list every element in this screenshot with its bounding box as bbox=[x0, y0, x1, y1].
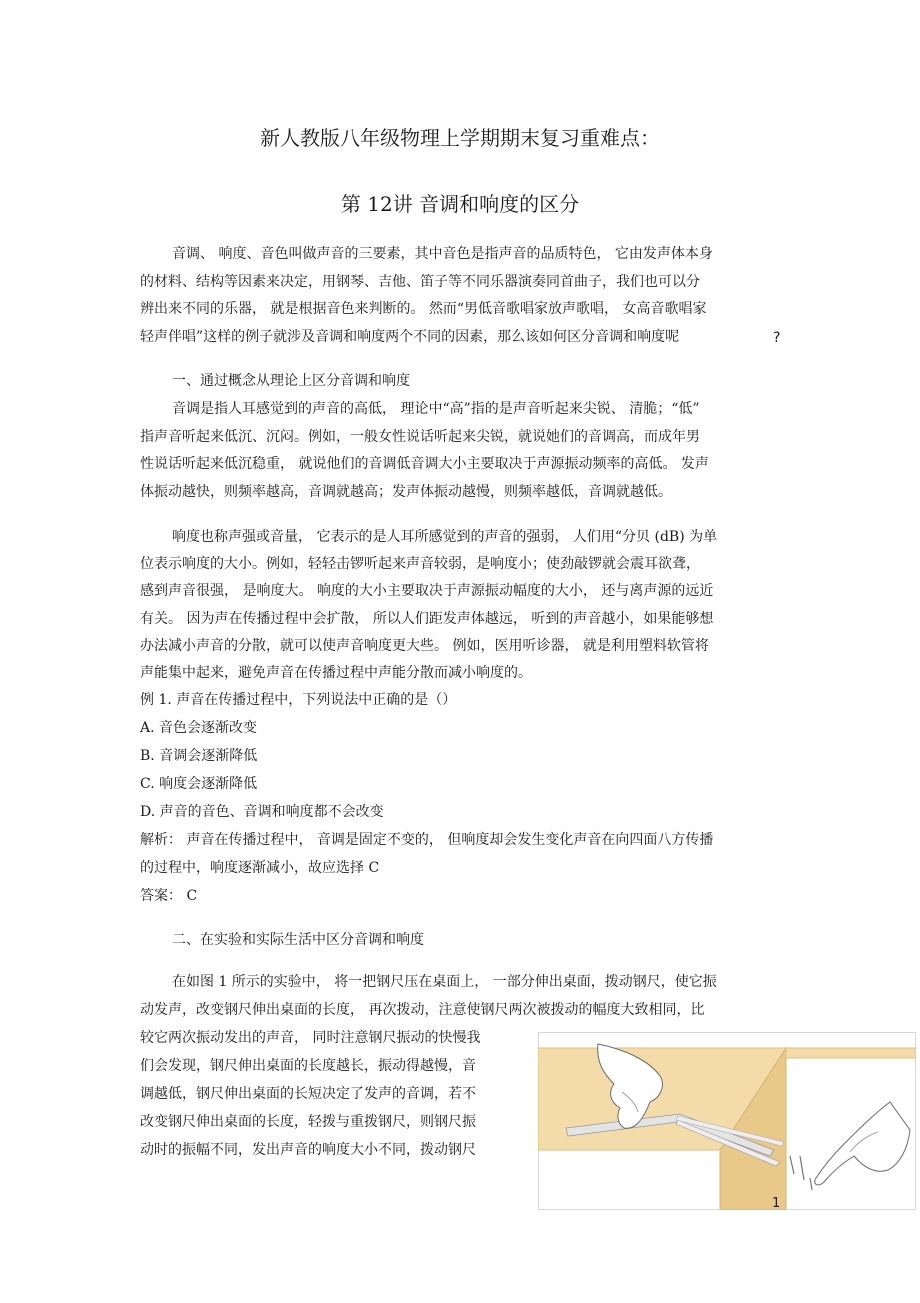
section-heading: 一、通过概念从理论上区分音调和响度 bbox=[172, 373, 410, 389]
paragraph-line: 在如图 1 所示的实验中， 将一把钢尺压在桌面上， 一部分伸出桌面，拨动钢尺，使它振 bbox=[172, 974, 717, 990]
paragraph-line: 调越低，钢尺伸出桌面的长短决定了发声的音调，若不 bbox=[140, 1086, 476, 1102]
paragraph-line: 声能集中起来，避免声音在传播过程中声能分散而减小响度的。 bbox=[140, 665, 532, 681]
paragraph-line: 们会发现，钢尺伸出桌面的长度越长，振动得越慢，音 bbox=[140, 1058, 476, 1074]
paragraph-line: 动时的振幅不同，发出声音的响度大小不同，拨动钢尺 bbox=[140, 1142, 476, 1158]
paragraph-line: 指声音听起来低沉、沉闷。例如，一般女性说话听起来尖锐，就说她们的音调高，而成年男 bbox=[140, 429, 700, 445]
lecture-title: 第 12讲 音调和响度的区分 bbox=[340, 192, 580, 216]
paragraph-line: 响度也称声强或音量， 它表示的是人耳所感觉到的声音的强弱， 人们用“分贝 (dB) 为单 bbox=[172, 529, 718, 545]
paragraph-line: 有关。 因为声在传播过程中会扩散， 所以人们距发声体越远， 听到的声音越小，如果能够想 bbox=[140, 611, 714, 627]
intro-line: 的材料、结构等因素来决定，用钢琴、吉他、笛子等不同乐器演奏同首曲子，我们也可以分 bbox=[140, 274, 700, 290]
example-answer: 答案： C bbox=[140, 888, 198, 904]
paragraph-line: 改变钢尺伸出桌面的长度，轻拨与重拨钢尺，则钢尺振 bbox=[140, 1114, 476, 1130]
intro-line: 辨出来不同的乐器， 就是根据音色来判断的。 然而“男低音歌唱家放声歌唱， 女高音歌唱家 bbox=[140, 301, 707, 317]
example-option-d: D. 声音的音色、音调和响度都不会改变 bbox=[140, 804, 384, 820]
ruler-experiment-illustration bbox=[538, 1032, 916, 1210]
intro-question-mark: ? bbox=[773, 330, 781, 346]
example-analysis: 解析： 声音在传播过程中， 音调是固定不变的， 但响度却会发生变化声音在向四面八方传播 bbox=[140, 832, 714, 848]
example-analysis: 的过程中，响度逐渐减小，故应选择 C bbox=[140, 860, 380, 876]
paragraph-line: 位表示响度的大小。例如，轻轻击锣听起来声音较弱，是响度小；使劲敲锣就会震耳欲聋， bbox=[140, 556, 700, 572]
paragraph-line: 感到声音很强， 是响度大。 响度的大小主要取决于声源振动幅度的大小， 还与离声源的远近 bbox=[140, 583, 714, 599]
paragraph-line: 动发声，改变钢尺伸出桌面的长度， 再次拨动，注意使钢尺两次被拨动的幅度大致相同，比 bbox=[140, 1002, 705, 1018]
example-option-c: C. 响度会逐渐降低 bbox=[140, 776, 258, 792]
example-question: 例 1. 声音在传播过程中，下列说法中正确的是（） bbox=[140, 692, 457, 708]
paragraph-line: 性说话听起来低沉稳重， 就说他们的音调低音调大小主要取决于声源振动频率的高低。 发声 bbox=[140, 456, 709, 472]
page-number: 1 bbox=[772, 1196, 781, 1211]
section-heading: 二、在实验和实际生活中区分音调和响度 bbox=[172, 932, 424, 948]
intro-line: 轻声伴唱”这样的例子就涉及音调和响度两个不同的因素，那么该如何区分音调和响度呢 bbox=[140, 329, 680, 345]
paragraph-line: 较它两次振动发出的声音， 同时注意钢尺振动的快慢我 bbox=[140, 1030, 481, 1046]
example-option-b: B. 音调会逐渐降低 bbox=[140, 748, 258, 764]
paragraph-line: 体振动越快，则频率越高，音调就越高；发声体振动越慢，则频率越低，音调就越低。 bbox=[140, 484, 672, 500]
document-title: 新人教版八年级物理上学期期末复习重难点： bbox=[260, 126, 660, 150]
paragraph-line: 办法减小声音的分散，就可以使声音响度更大些。 例如，医用听诊器， 就是利用塑料软管将 bbox=[140, 638, 709, 654]
ruler-experiment-figure bbox=[538, 1032, 916, 1210]
intro-line: 音调、 响度、音色叫做声音的三要素，其中音色是指声音的品质特色， 它由发声体本身 bbox=[172, 246, 713, 262]
example-option-a: A. 音色会逐渐改变 bbox=[140, 720, 258, 736]
paragraph-line: 音调是指人耳感觉到的声音的高低， 理论中“高”指的是声音听起来尖锐、 清脆；“低” bbox=[172, 401, 700, 417]
